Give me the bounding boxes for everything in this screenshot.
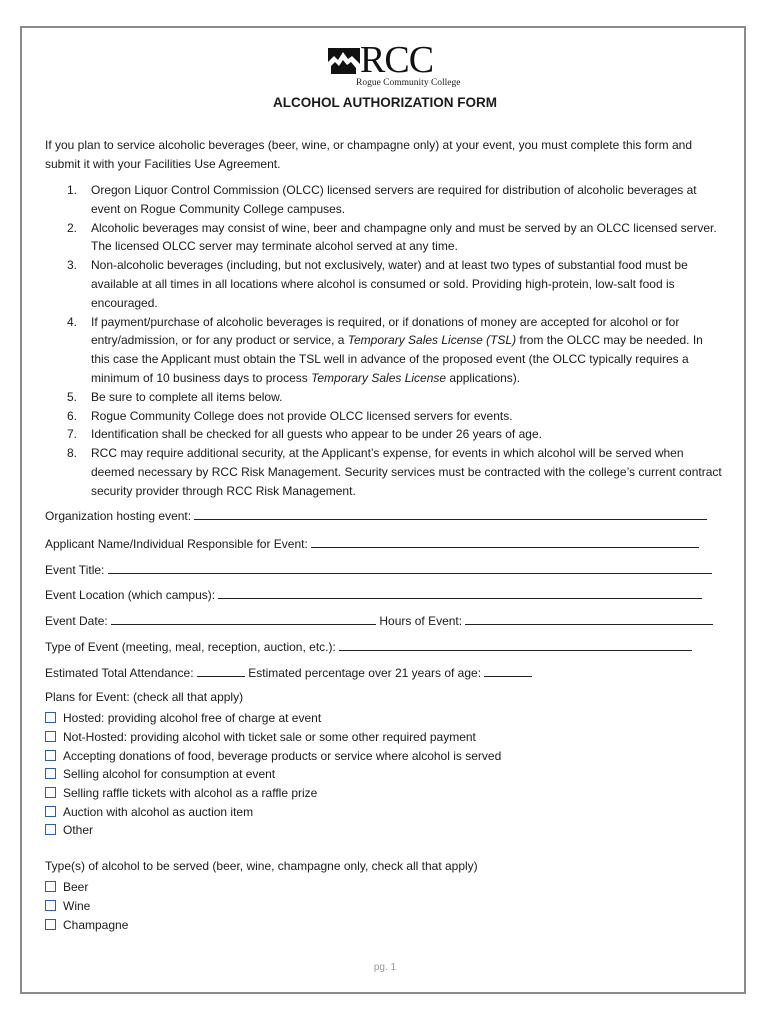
plan-option-other[interactable]: Other [45,821,93,839]
event-title-field[interactable] [108,562,712,574]
checkbox[interactable] [45,900,56,911]
alcohol-option-champagne[interactable]: Champagne [45,916,128,934]
event-title-label: Event Title: [45,563,105,577]
organization-label: Organization hosting event: [45,509,192,523]
rules-list [45,181,723,501]
plans-heading: Plans for Event: (check all that apply) [45,690,244,704]
rule-item-8: 8. RCC may require additional security, at the Applicant’s expense, for events in which alcohol will be served when deemed necessary by RCC Risk Management. Security services must be contracted with the college’s current contract security provider through RCC Risk Management. [67,446,722,498]
plan-option-selling-alcohol[interactable]: Selling alcohol for consumption at event [45,765,275,783]
event-location-label: Event Location (which campus): [45,588,216,602]
rule-item-6: 6. Rogue Community College does not provide OLCC licensed servers for events. [67,408,513,423]
applicant-field[interactable] [311,536,699,548]
logo-subtitle: Rogue Community College [356,78,461,88]
checkbox[interactable] [45,881,56,892]
intro-paragraph: If you plan to service alcoholic beverages (beer, wine, or champagne only) at your event, you must complete this form and submit it with your Facilities Use Agreement. [45,138,693,171]
checkbox[interactable] [45,824,56,835]
attendance-row [45,665,532,680]
rule-item-4: 4. If payment/purchase of alcoholic beverages is required, or if donations of money are accepted for alcohol or for entry/admission, or for any product or service, a Temporary Sales License (TSL) from the OLCC may be needed. In this case the Applicant must obtain the TSL well in advance of the proposed event (the OLCC typically requires a minimum of 10 business days to process Temporary Sales License applications). [67,314,703,385]
plan-option-donations[interactable]: Accepting donations of food, beverage products or service where alcohol is served [45,747,501,765]
checkbox[interactable] [45,750,56,761]
attendance-field[interactable] [197,665,245,677]
logo-wordmark: RCC [360,39,434,81]
checkbox[interactable] [45,787,56,798]
event-location-field[interactable] [218,587,702,599]
type-of-event-field[interactable] [339,639,692,651]
checkbox[interactable] [45,768,56,779]
event-location-row [45,587,702,602]
mountain-logo-icon [328,48,360,74]
rule-item-7: 7. Identification shall be checked for all guests who appear to be under 26 years of age. [67,427,542,442]
form-title: ALCOHOL AUTHORIZATION FORM [273,95,497,110]
alcohol-types-heading: Type(s) of alcohol to be served (beer, wine, champagne only, check all that apply) [45,859,478,873]
plan-option-auction[interactable]: Auction with alcohol as auction item [45,803,253,821]
type-of-event-row [45,639,692,654]
plan-option-hosted[interactable]: Hosted: providing alcohol free of charge at event [45,709,321,727]
organization-field[interactable] [194,508,707,520]
plan-option-not-hosted[interactable]: Not-Hosted: providing alcohol with ticket sale or some other required payment [45,728,476,746]
type-of-event-label: Type of Event (meeting, meal, reception, auction, etc.): [45,640,336,654]
plan-option-raffle[interactable]: Selling raffle tickets with alcohol as a raffle prize [45,784,317,802]
checkbox[interactable] [45,731,56,742]
event-date-field[interactable] [111,613,376,625]
rule-item-3: 3. Non-alcoholic beverages (including, but not exclusively, water) and at least two types of substantial food must be available at all times in all locations where alcohol is consumed or sold. Providing high-protein, low-salt food is encouraged. [67,258,688,310]
rcc-logo [328,39,461,94]
event-date-row [45,613,713,628]
alcohol-option-wine[interactable]: Wine [45,897,90,915]
checkbox[interactable] [45,919,56,930]
rule-item-2: 2. Alcoholic beverages may consist of wine, beer and champagne only and must be served by an OLCC licensed server. The licensed OLCC server may terminate alcohol served at any time. [67,220,717,254]
applicant-row [45,536,699,551]
rule-item-1: 1. Oregon Liquor Control Commission (OLCC) licensed servers are required for distribution of alcoholic beverages at event on Rogue Community College campuses. [67,183,697,216]
organization-row [45,508,707,523]
hours-label: Hours of Event: [379,614,463,628]
checkbox[interactable] [45,712,56,723]
page-number: pg. 1 [373,962,397,973]
percentage-label: Estimated percentage over 21 years of age: [248,666,482,680]
hours-field[interactable] [465,613,713,625]
rule-item-5: 5. Be sure to complete all items below. [67,389,283,404]
event-title-row [45,562,712,577]
alcohol-option-beer[interactable]: Beer [45,878,88,896]
percentage-field[interactable] [484,665,532,677]
event-date-label: Event Date: [45,614,108,628]
checkbox[interactable] [45,806,56,817]
attendance-label: Estimated Total Attendance: [45,666,194,680]
applicant-label: Applicant Name/Individual Responsible for Event: [45,537,308,551]
